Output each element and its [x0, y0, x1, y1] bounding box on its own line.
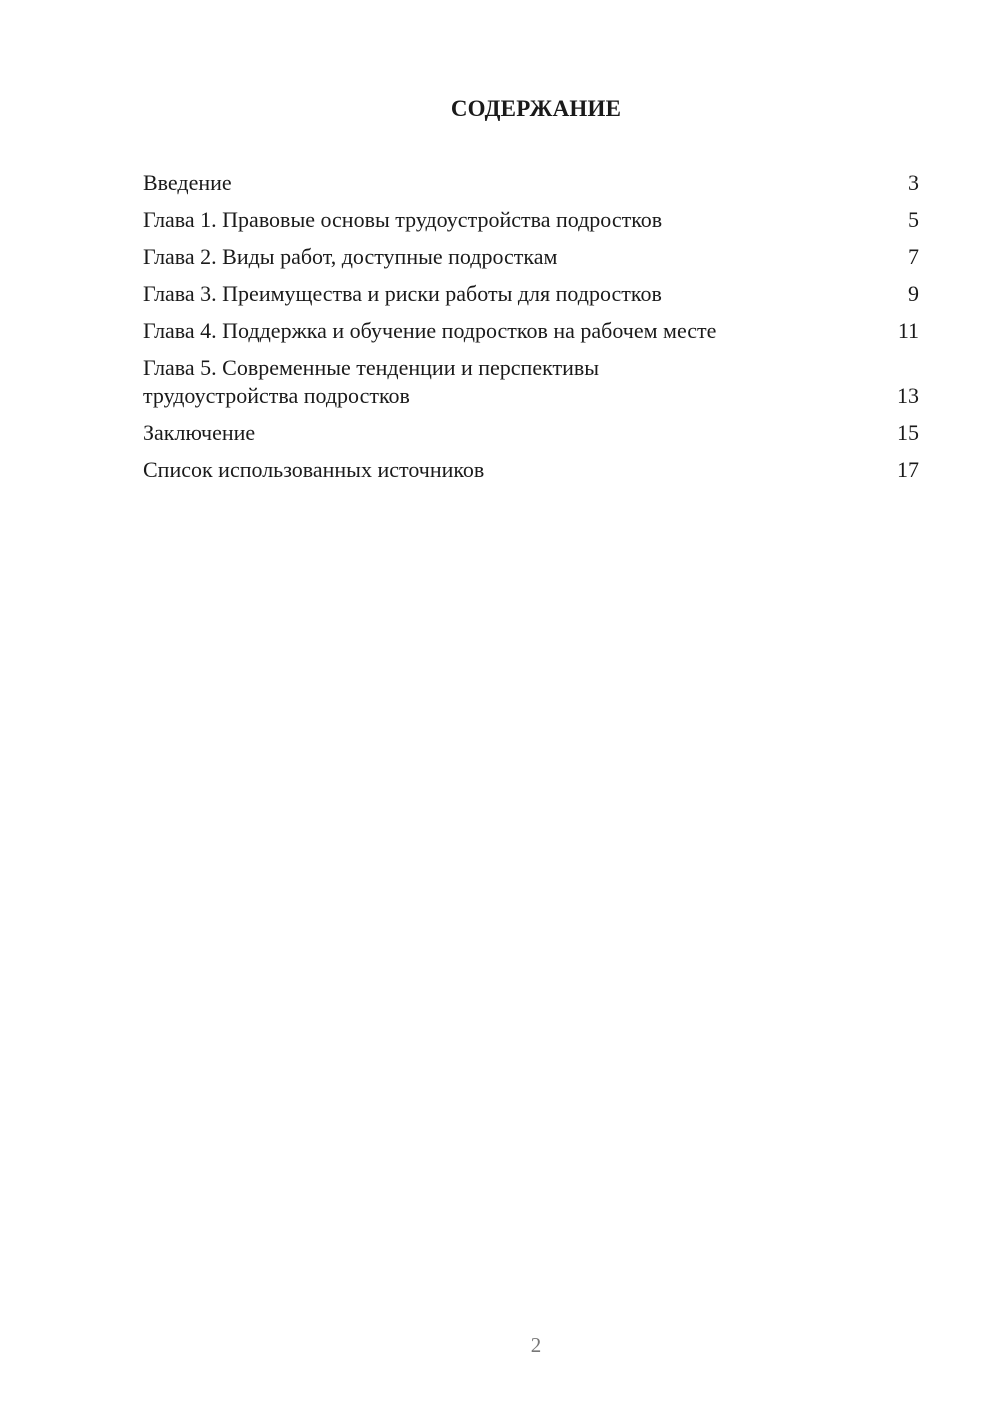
page-title: СОДЕРЖАНИЕ	[450, 96, 622, 121]
toc-entry-label: Глава 2. Виды работ, доступные подросткам	[143, 244, 558, 269]
toc-entry-label: Введение	[143, 170, 232, 195]
toc-entry-label: Глава 5. Современные тенденции и перспективы трудоустройства подростков	[143, 355, 600, 408]
toc-entry-page: 15	[897, 420, 919, 445]
toc-entry-chapter-4	[143, 317, 919, 345]
table-of-contents	[143, 169, 919, 493]
toc-entry-chapter-3	[143, 280, 919, 308]
toc-entry-label: Список использованных источников	[143, 457, 485, 482]
toc-entry-page: 5	[908, 207, 919, 232]
toc-entry-label: Заключение	[143, 420, 256, 445]
toc-entry-page: 7	[908, 244, 919, 269]
toc-entry-page: 9	[908, 281, 919, 306]
page-number: 2	[530, 1333, 542, 1357]
toc-entry-page: 3	[908, 170, 919, 195]
toc-entry-label: Глава 1. Правовые основы трудоустройства подростков	[143, 207, 663, 232]
toc-entry-label: Глава 3. Преимущества и риски работы для подростков	[143, 281, 662, 306]
toc-entry-chapter-1	[143, 206, 919, 234]
toc-entry-conclusion	[143, 419, 919, 447]
toc-entry-introduction	[143, 169, 919, 197]
toc-entry-page: 13	[897, 383, 919, 408]
toc-entry-page: 11	[897, 318, 919, 343]
toc-entry-chapter-5	[143, 354, 919, 410]
toc-entry-chapter-2	[143, 243, 919, 271]
toc-entry-references	[143, 456, 919, 484]
toc-entry-page: 17	[897, 457, 919, 482]
toc-entry-label: Глава 4. Поддержка и обучение подростков на рабочем месте	[143, 318, 717, 343]
